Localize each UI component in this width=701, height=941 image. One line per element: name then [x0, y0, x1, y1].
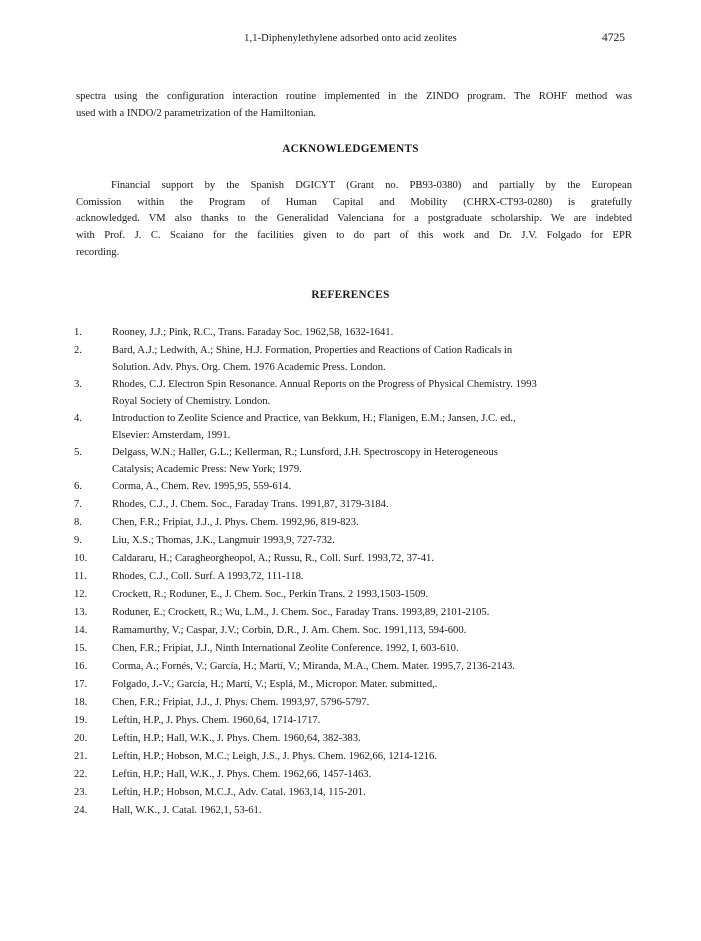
reference-text: [112, 640, 634, 658]
reference-text: [112, 802, 634, 820]
reference-item: [74, 376, 634, 410]
reference-line: Hall, W.K., J. Catal. 1962,1, 53-61.: [112, 805, 262, 816]
text-line: spectra using the configuration interaction routine implemented in the ZINDO program. The ROHF method was: [76, 91, 632, 102]
reference-item: [74, 410, 634, 444]
reference-text: [112, 766, 634, 784]
reference-item: [74, 784, 634, 802]
reference-text: [112, 784, 634, 802]
reference-text: [112, 444, 634, 478]
reference-item: [74, 532, 634, 550]
reference-line: Royal Society of Chemistry. London.: [112, 396, 271, 407]
reference-text: [112, 342, 634, 376]
reference-text: [112, 568, 634, 586]
reference-line: Ramamurthy, V.; Caspar, J.V.; Corbin, D.R., J. Am. Chem. Soc. 1991,113, 594-600.: [112, 625, 467, 636]
reference-text: [112, 622, 634, 640]
reference-text: [112, 532, 634, 550]
reference-number: 24.: [74, 805, 88, 816]
reference-text: [112, 410, 634, 444]
reference-number: 21.: [74, 751, 88, 762]
reference-line: Rhodes, C.J., J. Chem. Soc., Faraday Trans. 1991,87, 3179-3184.: [112, 499, 389, 510]
reference-number: 10.: [74, 553, 88, 564]
reference-line: Delgass, W.N.; Haller, G.L.; Kellerman, R.; Lunsford, J.H. Spectroscopy in Heterogeneous: [112, 447, 498, 458]
reference-item: [74, 766, 634, 784]
reference-line: Liu, X.S.; Thomas, J.K., Langmuir 1993,9, 727-732.: [112, 535, 335, 546]
reference-number: 23.: [74, 787, 88, 798]
text-line: Comission within the Program of Human Capital and Mobility (CHRX-CT93-0280) is gratefully: [76, 196, 632, 208]
reference-text: [112, 586, 634, 604]
reference-item: [74, 324, 634, 342]
reference-line: Corma, A.; Fornés, V.; García, H.; Martí, V.; Miranda, M.A., Chem. Mater. 1995,7, 2136-2143.: [112, 661, 515, 672]
page-number: 4725: [602, 32, 625, 44]
reference-line: Caldararu, H.; Caragheorgheopol, A.; Russu, R., Coll. Surf. 1993,72, 37-41.: [112, 553, 435, 564]
reference-number: 19.: [74, 715, 88, 726]
reference-number: 20.: [74, 733, 88, 744]
reference-number: 12.: [74, 589, 88, 600]
reference-item: [74, 478, 634, 496]
reference-number: 6.: [74, 481, 82, 492]
reference-text: [112, 658, 634, 676]
intro-paragraph: [76, 89, 632, 122]
reference-number: 5.: [74, 447, 82, 458]
reference-line: Rhodes, C.J., Coll. Surf. A 1993,72, 111-118.: [112, 571, 304, 582]
reference-number: 14.: [74, 625, 88, 636]
reference-list: [74, 324, 634, 820]
reference-line: Chen, F.R.; Fripiat, J.J., J. Phys. Chem. 1992,96, 819-823.: [112, 517, 359, 528]
reference-line: Introduction to Zeolite Science and Practice, van Bekkum, H.; Flanigen, E.M.; Jansen, J.C. ed.,: [112, 413, 516, 424]
reference-item: [74, 730, 634, 748]
reference-line: Elsevier: Amsterdam, 1991.: [112, 430, 231, 441]
reference-item: [74, 550, 634, 568]
reference-item: [74, 658, 634, 676]
reference-item: [74, 496, 634, 514]
reference-line: Crockett, R.; Roduner, E., J. Chem. Soc., Perkin Trans. 2 1993,1503-1509.: [112, 589, 429, 600]
reference-number: 7.: [74, 499, 82, 510]
reference-item: [74, 748, 634, 766]
reference-item: [74, 802, 634, 820]
reference-number: 3.: [74, 379, 82, 390]
references-heading: REFERENCES: [311, 289, 390, 301]
reference-number: 4.: [74, 413, 82, 424]
reference-text: [112, 712, 634, 730]
running-title: 1,1-Diphenylethylene adsorbed onto acid zeolites: [244, 33, 457, 44]
reference-text: [112, 730, 634, 748]
reference-number: 18.: [74, 697, 88, 708]
text-line: with Prof. J. C. Scaiano for the facilities given to do part of this work and Dr. J.V. Folgado for EPR: [76, 230, 632, 242]
reference-number: 1.: [74, 327, 82, 338]
reference-line: Leftin, H.P.; Hobson, M.C.; Leigh, J.S., J. Phys. Chem. 1962,66, 1214-1216.: [112, 751, 437, 762]
reference-text: [112, 604, 634, 622]
reference-item: [74, 676, 634, 694]
reference-line: Chen, F.R.; Fripiat, J.J., J. Phys. Chem. 1993,97, 5796-5797.: [112, 697, 370, 708]
text-line: Financial support by the Spanish DGICYT (Grant no. PB93-0380) and partially by the European: [111, 180, 632, 191]
acknowledgements-paragraph: [76, 178, 632, 262]
reference-line: Bard, A.J.; Ledwith, A.; Shine, H.J. Formation, Properties and Reactions of Cation Radicals in: [112, 345, 513, 356]
reference-line: Leftin, H.P.; Hall, W.K., J. Phys. Chem. 1960,64, 382-383.: [112, 733, 361, 744]
reference-text: [112, 550, 634, 568]
reference-text: [112, 324, 634, 342]
reference-text: [112, 376, 634, 410]
reference-number: 2.: [74, 345, 82, 356]
reference-text: [112, 496, 634, 514]
reference-item: [74, 514, 634, 532]
reference-number: 11.: [74, 571, 87, 582]
text-line: used with a INDO/2 parametrization of the Hamiltonian.: [76, 107, 317, 119]
reference-text: [112, 694, 634, 712]
reference-item: [74, 622, 634, 640]
reference-text: [112, 478, 634, 496]
reference-item: [74, 586, 634, 604]
reference-line: Folgado, J.-V.; García, H.; Martí, V.; Esplá, M., Micropor. Mater. submitted,.: [112, 679, 438, 690]
reference-text: [112, 514, 634, 532]
reference-line: Rooney, J.J.; Pink, R.C., Trans. Faraday Soc. 1962,58, 1632-1641.: [112, 327, 394, 338]
reference-item: [74, 444, 634, 478]
reference-number: 15.: [74, 643, 88, 654]
reference-item: [74, 694, 634, 712]
reference-number: 8.: [74, 517, 82, 528]
reference-line: Solution. Adv. Phys. Org. Chem. 1976 Academic Press. London.: [112, 362, 386, 373]
reference-text: [112, 748, 634, 766]
reference-line: Chen, F.R.; Fripiat, J.J., Ninth International Zeolite Conference. 1992, I, 603-610.: [112, 643, 459, 654]
acknowledgements-heading: ACKNOWLEDGEMENTS: [282, 143, 419, 155]
reference-line: Leftin, H.P., J. Phys. Chem. 1960,64, 1714-1717.: [112, 715, 321, 726]
text-line: recording.: [76, 246, 120, 258]
reference-text: [112, 676, 634, 694]
text-line: acknowledged. VM also thanks to the Generalidad Valenciana for a postgraduate scholarship. We are indebted: [76, 213, 632, 225]
reference-line: Catalysis; Academic Press: New York; 1979.: [112, 464, 302, 475]
reference-number: 17.: [74, 679, 88, 690]
reference-line: Roduner, E.; Crockett, R.; Wu, L.M., J. Chem. Soc., Faraday Trans. 1993,89, 2101-2105.: [112, 607, 490, 618]
reference-number: 9.: [74, 535, 82, 546]
reference-number: 22.: [74, 769, 88, 780]
reference-item: [74, 342, 634, 376]
reference-number: 13.: [74, 607, 88, 618]
reference-item: [74, 568, 634, 586]
reference-item: [74, 604, 634, 622]
reference-line: Leftin, H.P.; Hall, W.K., J. Phys. Chem. 1962,66, 1457-1463.: [112, 769, 372, 780]
reference-item: [74, 712, 634, 730]
reference-line: Leftin, H.P.; Hobson, M.C.J., Adv. Catal. 1963,14, 115-201.: [112, 787, 366, 798]
reference-number: 16.: [74, 661, 88, 672]
reference-item: [74, 640, 634, 658]
reference-line: Corma, A., Chem. Rev. 1995,95, 559-614.: [112, 481, 292, 492]
reference-line: Rhodes, C.J. Electron Spin Resonance. Annual Reports on the Progress of Physical Chemistry. 1993: [112, 379, 537, 390]
